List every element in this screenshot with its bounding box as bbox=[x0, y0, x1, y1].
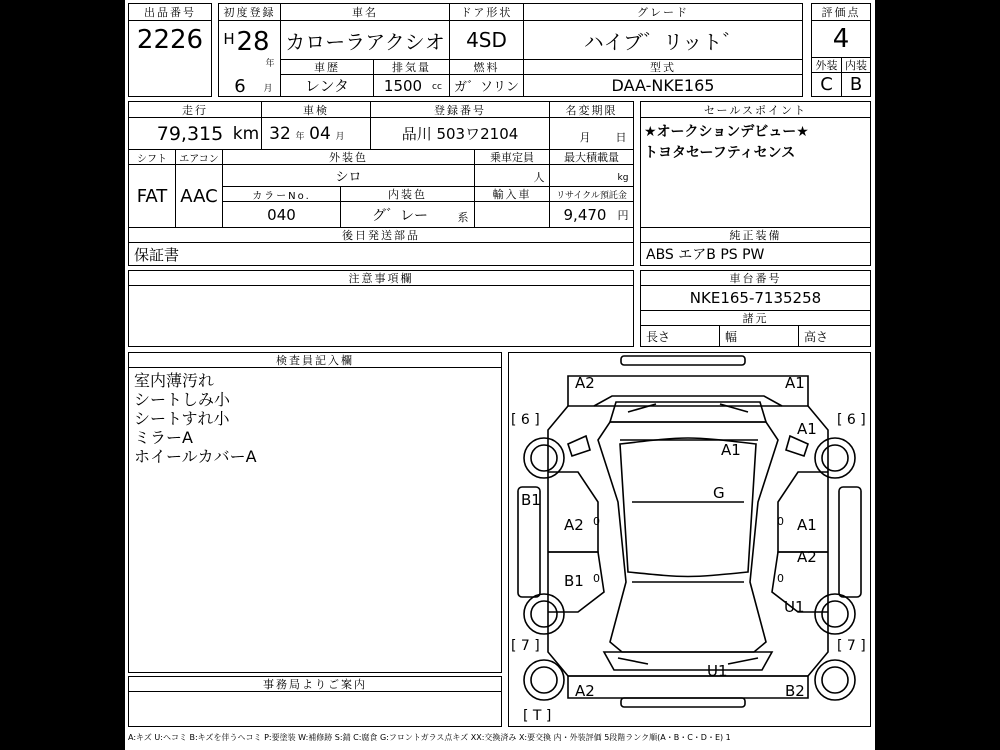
car-diagram bbox=[508, 352, 871, 727]
damage-mark: A1 bbox=[797, 420, 817, 438]
recycle-unit: 円 bbox=[617, 209, 629, 222]
body-outline-shape bbox=[548, 406, 828, 676]
left-front-wheel-shape bbox=[524, 438, 564, 478]
sales-point: トヨタセーフティセンス bbox=[644, 145, 796, 161]
shift: FAT bbox=[136, 185, 168, 207]
left-rear-wheel-shape bbox=[524, 594, 564, 634]
fuel: ガ゛ソリン bbox=[453, 80, 519, 95]
insp-month-unit: 月 bbox=[335, 131, 345, 142]
damage-mark: [ 6 ] bbox=[511, 412, 540, 428]
damage-mark: 0 bbox=[593, 572, 600, 585]
sales-points-label: セールスポイント bbox=[640, 101, 871, 118]
color-no-label: カラーNo. bbox=[222, 186, 341, 202]
reg-number: 品川 503ワ2104 bbox=[401, 125, 519, 143]
inspection-year: 32 bbox=[269, 123, 291, 144]
damage-mark: 0 bbox=[593, 515, 600, 528]
damage-mark: B1 bbox=[564, 572, 584, 590]
damage-mark: U1 bbox=[784, 598, 805, 616]
windshield-shape bbox=[610, 402, 766, 422]
right-skirt-shape bbox=[839, 487, 861, 597]
damage-mark: G bbox=[713, 484, 725, 502]
damage-mark: A2 bbox=[564, 516, 584, 534]
fuel-label: 燃料 bbox=[449, 59, 524, 75]
damage-mark: 0 bbox=[777, 515, 784, 528]
year-unit: 年 bbox=[265, 58, 275, 68]
max-load-label: 最大積載量 bbox=[549, 149, 634, 165]
inspector-note: ミラーA bbox=[134, 428, 193, 447]
exterior-grade: C bbox=[820, 74, 833, 95]
max-load-unit: kg bbox=[617, 173, 629, 183]
score: 4 bbox=[832, 24, 850, 54]
right-rear-wheel-shape bbox=[815, 594, 855, 634]
damage-mark: U1 bbox=[707, 662, 728, 680]
damage-mark: A2 bbox=[575, 682, 595, 700]
inspection-month: 04 bbox=[309, 123, 331, 144]
model: DAA-NKE165 bbox=[611, 76, 715, 95]
displacement: 1500 bbox=[383, 76, 423, 95]
color-label: 外装色 bbox=[222, 149, 475, 165]
shift-label: シフト bbox=[128, 149, 176, 165]
mileage: 79,315 bbox=[156, 122, 224, 145]
color-no: 040 bbox=[267, 205, 296, 224]
mileage-label: 走行 bbox=[128, 101, 262, 118]
capacity-unit: 人 bbox=[533, 171, 545, 184]
spare-right-wheel-shape bbox=[815, 660, 855, 700]
reg-year: 28 bbox=[236, 27, 270, 57]
aircon: AAC bbox=[180, 185, 218, 207]
name-change-month: 月 bbox=[579, 131, 591, 144]
name-change-day: 日 bbox=[615, 131, 627, 144]
history-label: 車歴 bbox=[280, 59, 374, 75]
displacement-label: 排気量 bbox=[373, 59, 450, 75]
reg-number-label: 登録番号 bbox=[370, 101, 550, 118]
damage-mark: [ 6 ] bbox=[837, 412, 866, 428]
damage-mark: A2 bbox=[575, 374, 595, 392]
mileage-unit: km bbox=[232, 123, 260, 144]
reg-month: 6 bbox=[234, 75, 246, 97]
interior-color: グ゛レー bbox=[372, 207, 428, 224]
score-label: 評価点 bbox=[811, 3, 871, 21]
left-mirror-shape bbox=[568, 436, 590, 456]
damage-mark: A2 bbox=[797, 548, 817, 566]
office-label: 事務局よりご案内 bbox=[128, 676, 502, 692]
chassis-number: NKE165-7135258 bbox=[689, 289, 822, 307]
office-box bbox=[128, 691, 502, 727]
import-box bbox=[474, 201, 550, 228]
lot-number: 2226 bbox=[136, 25, 204, 55]
damage-mark: B1 bbox=[521, 491, 541, 509]
displacement-unit: cc bbox=[432, 82, 442, 92]
interior-grade-label: 内装 bbox=[841, 57, 871, 73]
sales-point: ★オークションデビュー★ bbox=[644, 124, 809, 140]
chassis-label: 車台番号 bbox=[640, 270, 871, 286]
auction-sheet bbox=[125, 0, 875, 750]
damage-mark: A1 bbox=[721, 441, 741, 459]
month-unit: 月 bbox=[263, 83, 273, 94]
interior-color-unit: 系 bbox=[457, 211, 469, 224]
grade-label: グレード bbox=[523, 3, 803, 21]
history: レンタ bbox=[304, 77, 350, 95]
rear-panel-shape bbox=[568, 676, 808, 698]
left-front-door-shape bbox=[548, 472, 598, 552]
inspector-note: シートしみ小 bbox=[134, 390, 231, 409]
rear-bumper-shape bbox=[621, 698, 745, 707]
grade: ハイブ゛リット゛ bbox=[583, 29, 743, 54]
post-parts-label: 後日発送部品 bbox=[128, 227, 634, 243]
door-label: ドア形状 bbox=[449, 3, 524, 21]
caution-label: 注意事項欄 bbox=[128, 270, 634, 286]
inspector-note: シートすれ小 bbox=[134, 409, 230, 428]
inspector-label: 検査員記入欄 bbox=[128, 352, 502, 368]
damage-mark: A1 bbox=[797, 516, 817, 534]
import-label: 輸入車 bbox=[474, 186, 550, 202]
post-parts: 保証書 bbox=[134, 245, 180, 264]
damage-mark: [ 7 ] bbox=[511, 638, 540, 654]
sales-points bbox=[644, 122, 809, 164]
right-front-wheel-shape bbox=[815, 438, 855, 478]
capacity-label: 乗車定員 bbox=[474, 149, 550, 165]
year-era: H bbox=[223, 30, 235, 48]
name-change-label: 名変期限 bbox=[549, 101, 634, 118]
interior-grade: B bbox=[849, 74, 863, 95]
caution-box bbox=[128, 285, 634, 347]
first-reg-label: 初度登録 bbox=[218, 3, 281, 21]
recycle-label: リサイクル預託金 bbox=[549, 186, 634, 202]
inspection-label: 車検 bbox=[261, 101, 371, 118]
recycle-fee: 9,470 bbox=[563, 205, 607, 224]
cabin-shape bbox=[598, 422, 778, 652]
inspector-notes bbox=[134, 371, 257, 466]
height-label: 高さ bbox=[804, 329, 829, 344]
damage-mark: 0 bbox=[777, 572, 784, 585]
spare-left-wheel-shape bbox=[524, 660, 564, 700]
spec-label: 諸元 bbox=[640, 310, 871, 326]
inspector-note: ホイールカバーA bbox=[134, 447, 257, 466]
right-front-door-shape bbox=[778, 472, 828, 552]
door-type: 4SD bbox=[466, 28, 507, 52]
front-bumper-shape bbox=[621, 356, 745, 365]
ac-label: エアコン bbox=[175, 149, 223, 165]
interior-color-label: 内装色 bbox=[340, 186, 475, 202]
inspector-note: 室内薄汚れ bbox=[134, 371, 215, 390]
damage-mark: [ T ] bbox=[523, 708, 552, 724]
model-label: 型式 bbox=[523, 59, 803, 75]
car-name-label: 車名 bbox=[280, 3, 450, 21]
car-name: カローラアクシオ bbox=[285, 29, 445, 54]
exterior-color: シロ bbox=[335, 170, 362, 185]
lot-label: 出品番号 bbox=[128, 3, 212, 21]
exterior-grade-label: 外装 bbox=[811, 57, 842, 73]
damage-mark: B2 bbox=[785, 682, 805, 700]
length-label: 長さ bbox=[646, 329, 671, 344]
damage-mark: [ 7 ] bbox=[837, 638, 866, 654]
insp-year-unit: 年 bbox=[295, 131, 305, 142]
damage-mark: A1 bbox=[785, 374, 805, 392]
width-label: 幅 bbox=[725, 329, 738, 344]
legend: A:キズ U:ヘコミ B:キズを伴うヘコミ P:要塗装 W:補修跡 S:錆 C:腐食 G:フロントガラス点キズ XX:交換済み X:要交換 内・外装評価 5段階ランク順(A・B・C・D・E) 1 bbox=[128, 733, 731, 742]
equipment: ABS エアB PS PW bbox=[646, 247, 765, 263]
right-mirror-shape bbox=[786, 436, 808, 456]
equipment-label: 純正装備 bbox=[640, 227, 871, 243]
